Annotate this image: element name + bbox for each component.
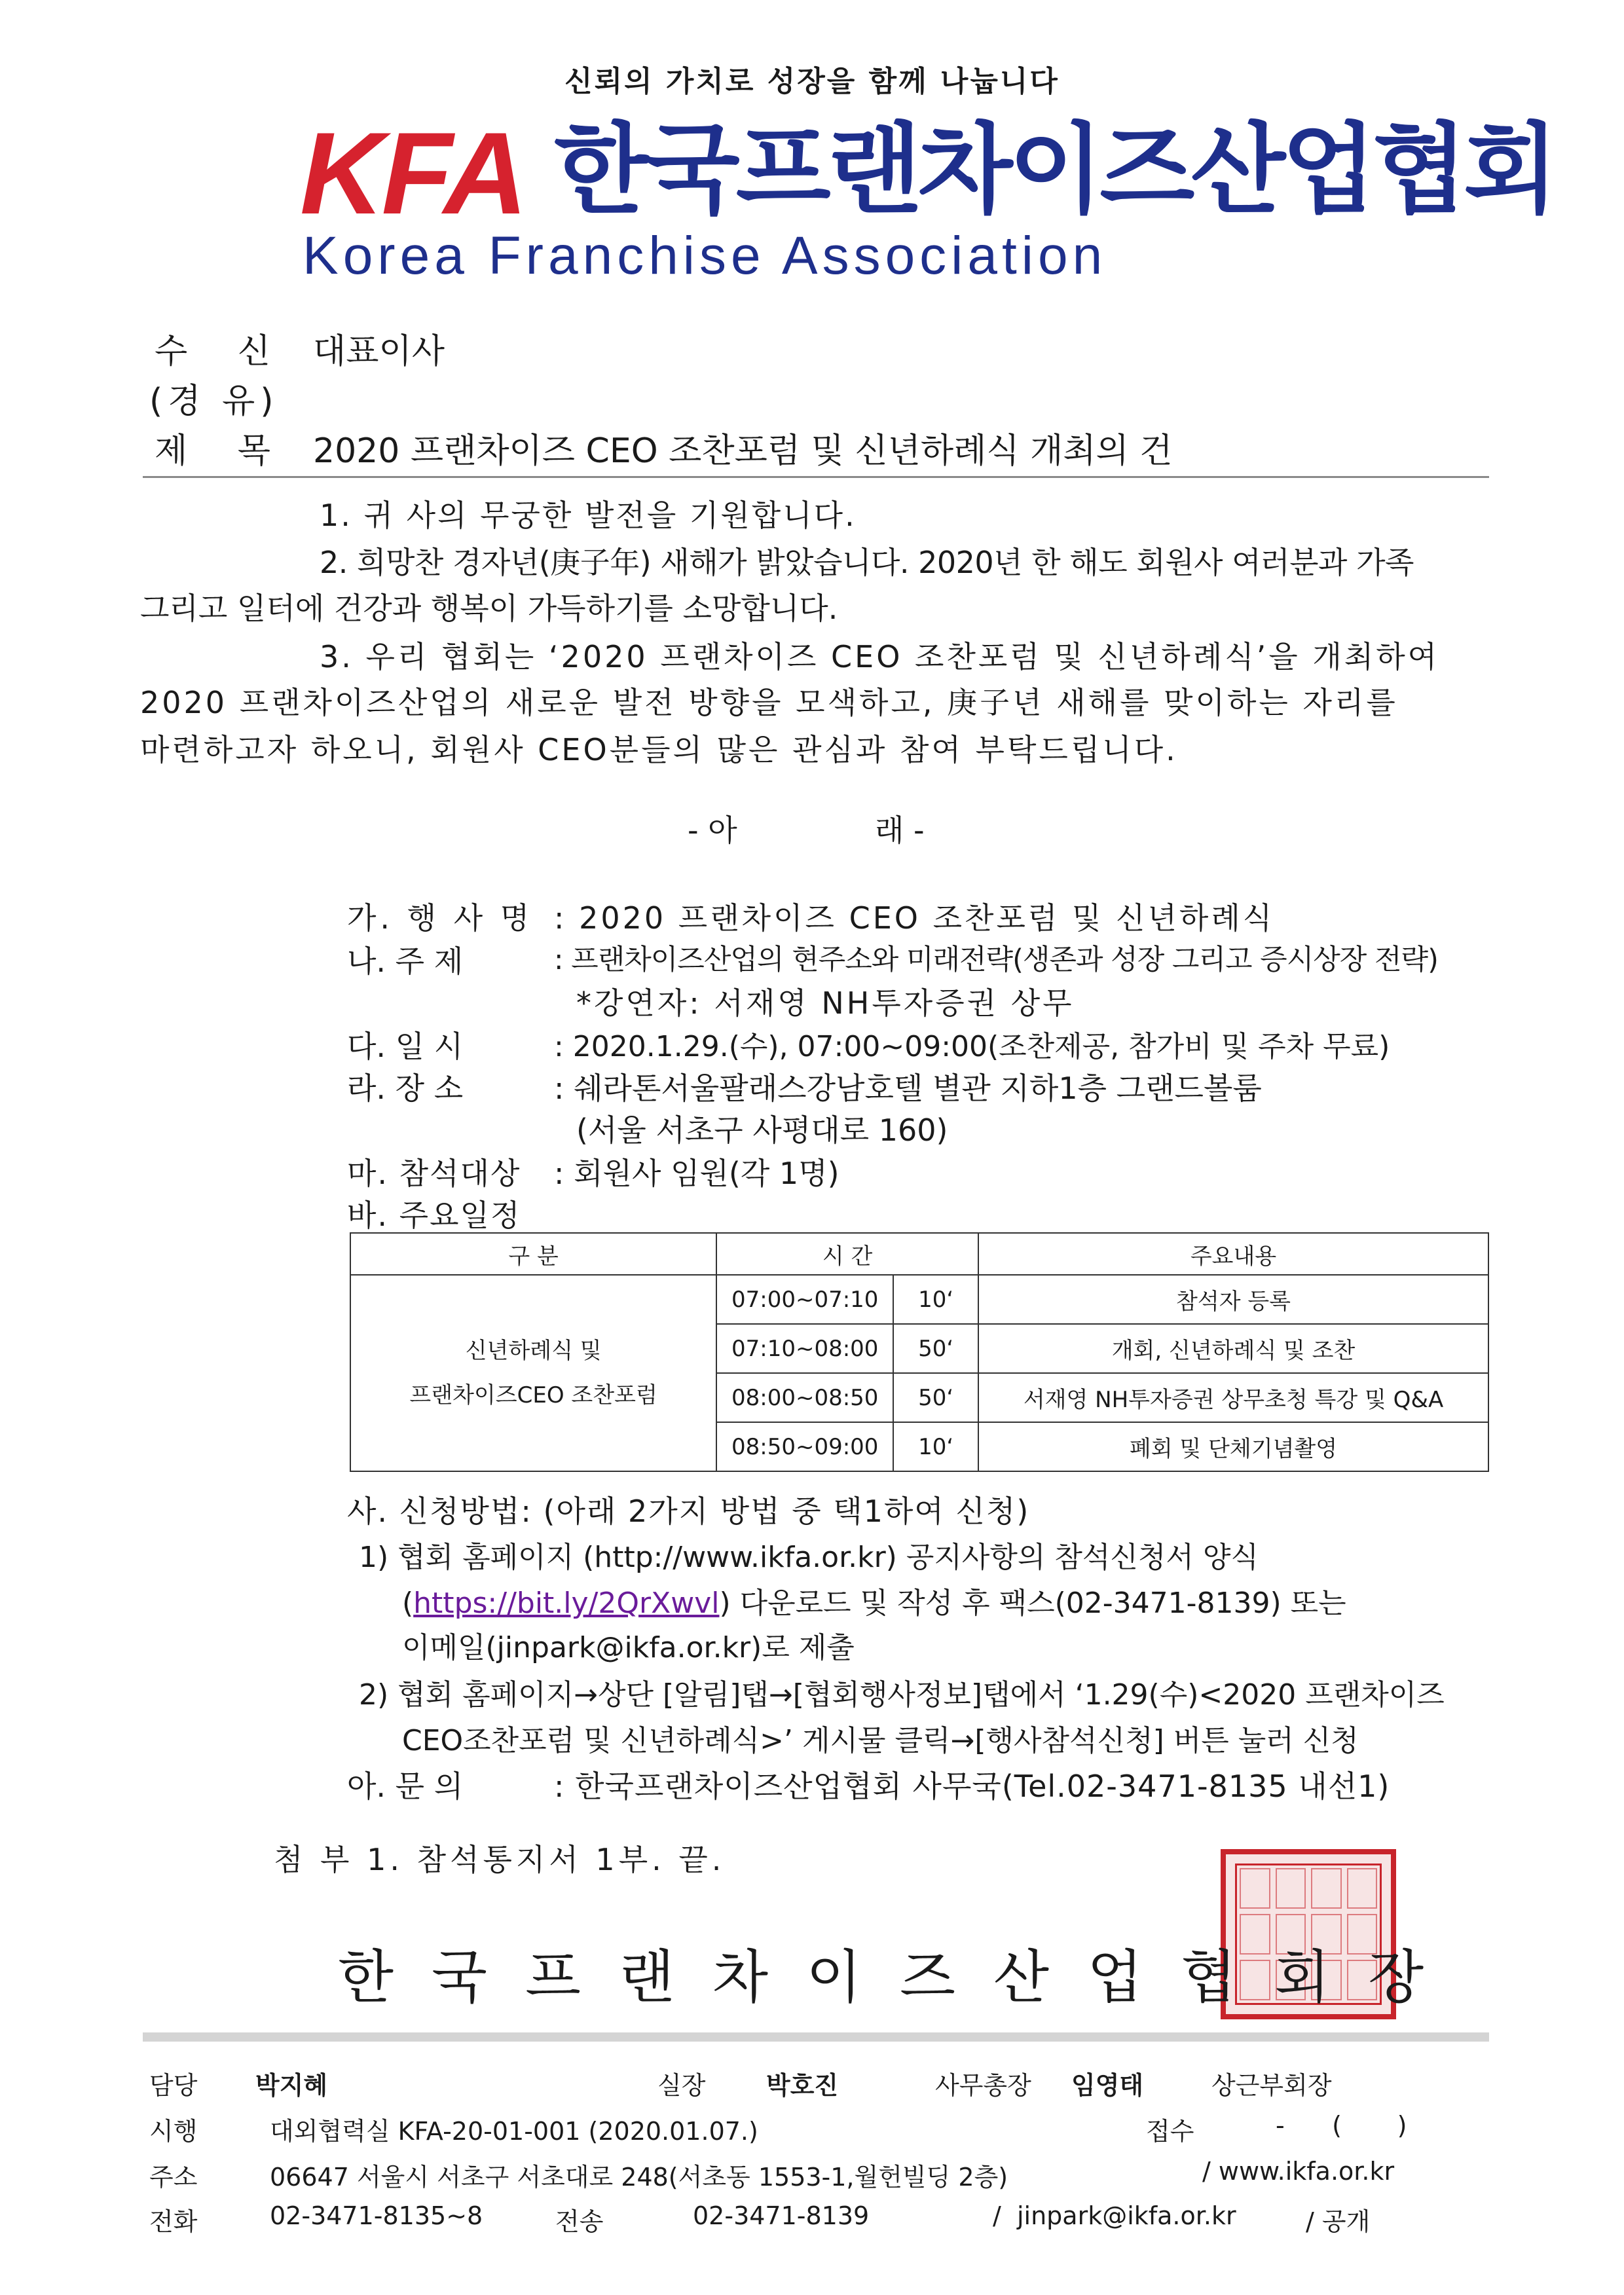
apply-method-1-line-1: 1) 협회 홈페이지 (http://www.ikfa.or.kr) 공지사항의 참석신청서 양식: [359, 1541, 1259, 1574]
header-content: 주요내용: [978, 1233, 1488, 1275]
schedule-duration: 50‘: [893, 1324, 978, 1373]
footer-divider: [143, 2032, 1489, 2042]
recipient-label: 수 신: [155, 332, 290, 371]
schedule-time: 08:00~08:50: [716, 1373, 893, 1422]
item-ba-label: 바. 주요일정: [347, 1198, 521, 1233]
footer-disclosure: / 공개: [1306, 2207, 1371, 2236]
item-ga-label: 가. 행 사 명: [347, 900, 534, 936]
footer-manager-label: 담당: [149, 2071, 198, 2100]
footer-secretary-name: 임영태: [1071, 2071, 1144, 2100]
logo-name-en: Korea Franchise Association: [303, 226, 1107, 285]
below-heading-left: - 아: [688, 813, 737, 848]
paragraph-3-line-2: 2020 프랜차이즈산업의 새로운 발전 방향을 모색하고, 庚子년 새해를 맞이하는 자리를: [140, 685, 1398, 720]
logo-name-ko: 한국프랜차이즈산업협회: [554, 113, 1555, 227]
footer-address-label: 주소: [149, 2163, 198, 2192]
paragraph-1: 1. 귀 사의 무궁한 발전을 기원합니다.: [320, 498, 857, 533]
footer-secretary-label: 사무총장: [935, 2071, 1031, 2100]
footer-fax-value: 02-3471-8139: [693, 2201, 870, 2230]
paragraph-3-line-3: 마련하고자 하오니, 회원사 CEO분들의 많은 관심과 참여 부탁드립니다.: [140, 732, 1178, 767]
footer-manager-name: 박지혜: [255, 2071, 328, 2100]
paragraph-3-line-1: 3. 우리 협회는 ‘2020 프랜차이즈 CEO 조찬포럼 및 신년하례식’을 개최하여: [320, 639, 1440, 674]
item-na-value: : 프랜차이즈산업의 현주소와 미래전략(생존과 성장 그리고 증시상장 전략): [554, 944, 1438, 976]
schedule-content: 폐회 및 단체기념촬영: [978, 1422, 1488, 1471]
schedule-duration: 10‘: [893, 1275, 978, 1324]
header-divider: [143, 476, 1489, 478]
footer-phone-label: 전화: [149, 2207, 198, 2236]
schedule-content: 개회, 신년하례식 및 조찬: [978, 1324, 1488, 1373]
item-ma-label: 마. 참석대상: [347, 1156, 521, 1191]
schedule-time: 08:50~09:00: [716, 1422, 893, 1471]
footer-receipt-value: - ( ): [1276, 2111, 1407, 2140]
schedule-table: [350, 1232, 1489, 1472]
footer-website[interactable]: / www.ikfa.or.kr: [1202, 2157, 1395, 2186]
via-label: (경 유): [149, 382, 279, 421]
schedule-header-row: [350, 1233, 1488, 1275]
item-ga-value: : 2020 프랜차이즈 CEO 조찬포럼 및 신년하례식: [554, 900, 1275, 936]
attachment-note: 첨 부 1. 참석통지서 1부. 끝.: [274, 1842, 726, 1877]
slogan: 신뢰의 가치로 성장을 함께 나눕니다: [564, 65, 1060, 98]
schedule-category-cell: [350, 1275, 716, 1471]
apply-heading: 사. 신청방법: (아래 2가지 방법 중 택1하여 신청): [347, 1494, 1030, 1529]
schedule-category-line-1: 신년하례식 및: [465, 1338, 602, 1364]
apply-method-1-line-2: (https://bit.ly/2QrXwvl) 다운로드 및 작성 후 팩스(02-3471-8139) 또는: [402, 1587, 1346, 1620]
item-na-speaker: *강연자: 서재영 NH투자증권 상무: [576, 985, 1075, 1021]
sender-title: 한국프랜차이즈산업협회장: [338, 1943, 1462, 2011]
item-na-label: 나. 주 제: [347, 944, 464, 979]
below-heading-right: 래 -: [875, 813, 925, 848]
footer-fax-label: 전송: [555, 2207, 604, 2236]
logo-kfa-text: KFA: [300, 108, 525, 238]
footer-vice-chairman-label: 상근부회장: [1211, 2071, 1332, 2100]
item-ra-address: (서울 서초구 사평대로 160): [576, 1112, 948, 1148]
inquiry-label: 아. 문 의: [347, 1769, 464, 1804]
apply-method-1-line-3: 이메일(jinpark@ikfa.or.kr)로 제출: [402, 1631, 855, 1664]
footer-director-label: 실장: [657, 2071, 706, 2100]
apply-method-2-line-2: CEO조찬포럼 및 신년하례식>’ 게시물 클릭→[행사참석신청] 버튼 눌러 신청: [402, 1724, 1359, 1757]
schedule-time: 07:10~08:00: [716, 1324, 893, 1373]
schedule-content: 서재영 NH투자증권 상무초청 특강 및 Q&A: [978, 1373, 1488, 1422]
schedule-time: 07:00~07:10: [716, 1275, 893, 1324]
schedule-duration: 10‘: [893, 1422, 978, 1471]
item-ma-value: : 회원사 임원(각 1명): [554, 1156, 840, 1191]
inquiry-value: : 한국프랜차이즈산업협회 사무국(Tel.02-3471-8135 내선1): [554, 1769, 1390, 1804]
subject-value: 2020 프랜차이즈 CEO 조찬포럼 및 신년하례식 개최의 건: [313, 431, 1173, 471]
header-time: 시 간: [716, 1233, 978, 1275]
footer-director-name: 박호진: [766, 2071, 839, 2100]
item-ra-value: : 쉐라톤서울팔래스강남호텔 별관 지하1층 그랜드볼룸: [554, 1071, 1262, 1106]
apply-method-1-line-2-rest: ) 다운로드 및 작성 후 팩스(02-3471-8139) 또는: [719, 1587, 1346, 1620]
footer-receipt-label: 접수: [1146, 2117, 1194, 2146]
paragraph-2-line-2: 그리고 일터에 건강과 행복이 가득하기를 소망합니다.: [140, 591, 838, 626]
paragraph-2-line-1: 2. 희망찬 경자년(庚子年) 새해가 밝았습니다. 2020년 한 해도 회원사 여러분과 가족: [320, 545, 1414, 580]
footer-email[interactable]: / jinpark@ikfa.or.kr: [993, 2201, 1236, 2230]
header-category: 구 분: [350, 1233, 716, 1275]
footer-phone-value: 02-3471-8135~8: [270, 2201, 483, 2230]
apply-method-2-line-1: 2) 협회 홈페이지→상단 [알림]탭→[협회행사정보]탭에서 ‘1.29(수)<2020 프랜차이즈: [359, 1678, 1445, 1712]
subject-label: 제 목: [155, 431, 290, 471]
item-da-label: 다. 일 시: [347, 1029, 464, 1064]
footer-address-value: 06647 서울시 서초구 서초대로 248(서초동 1553-1,월헌빌딩 2층): [270, 2163, 1008, 2192]
form-download-link[interactable]: https://bit.ly/2QrXwvl: [413, 1587, 720, 1620]
footer-enforcement-label: 시행: [149, 2117, 198, 2146]
item-ra-label: 라. 장 소: [347, 1071, 464, 1106]
schedule-content: 참석자 등록: [978, 1275, 1488, 1324]
footer-enforcement-value: 대외협력실 KFA-20-01-001 (2020.01.07.): [270, 2117, 758, 2146]
item-da-value: : 2020.1.29.(수), 07:00~09:00(조찬제공, 참가비 및 주차 무료): [554, 1030, 1390, 1063]
schedule-duration: 50‘: [893, 1373, 978, 1422]
recipient-value: 대표이사: [313, 332, 445, 371]
table-row: [350, 1275, 1488, 1324]
schedule-category-line-2: 프랜차이즈CEO 조찬포럼: [409, 1382, 657, 1408]
